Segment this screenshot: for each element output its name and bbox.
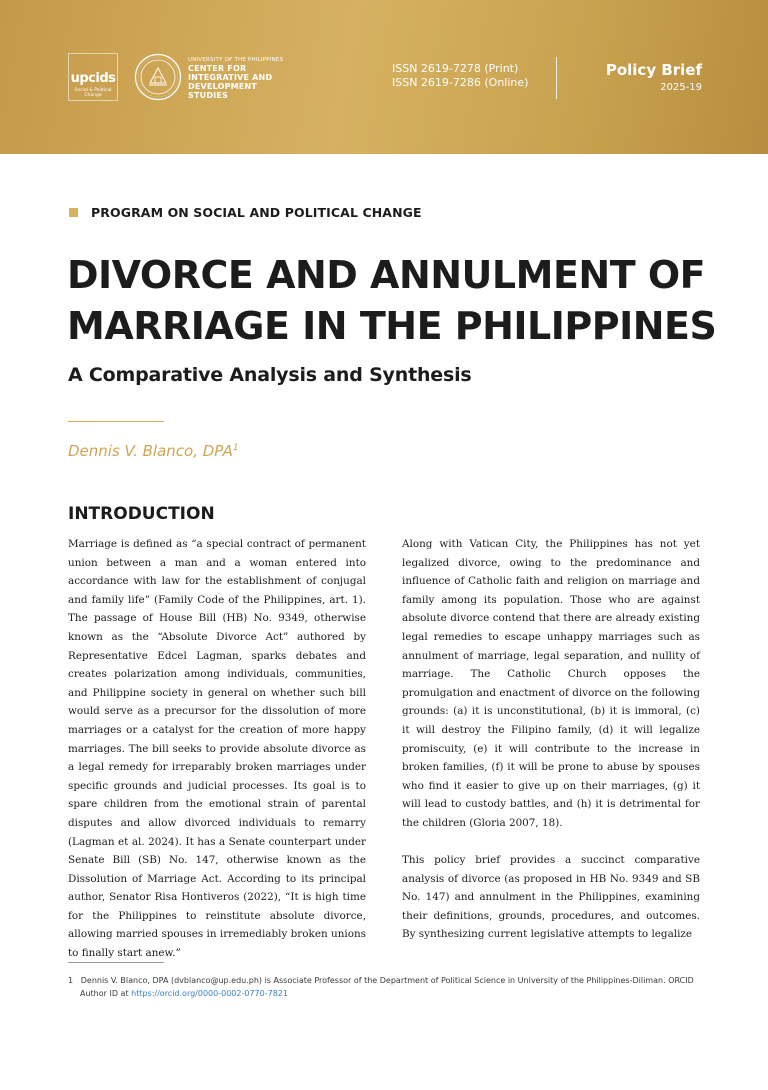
gold-square-icon — [69, 208, 78, 217]
upcids-logo — [68, 53, 118, 101]
title-line-2: MARRIAGE IN THE PHILIPPINES — [67, 304, 717, 348]
left-paragraph-1: Marriage is defined as “a special contract of permanent union between a man and a woman entered into accordance with law for the establishment of conjugal and family life” (Family Code of the Philippines, art. 1). The passage of House Bill (HB) No. 9349, otherwise known as the “Absolute Divorce Act” authored by Representative Edcel Lagman, sparks debates and creates polarization among individuals, communities, and Philippine society in general on whether such bill would serve as a precursor for the dissolution of more marriages or a catalyst for the creation of more happy marriages. The bill seeks to provide absolute divorce as a legal remedy for irreparably broken marriages under specific grounds and judicial processes. Its goal is to spare children from the emotional strain of parental disputes and allow divorced individuals to remarry (Lagman et al. 2024). It has a Senate counterpart under Senate Bill (SB) No. 147, otherwise known as the Dissolution of Marriage Act. According to its principal author, Senator Risa Hontiveros (2022), “It is high time for the Philippines to reinstitute absolute divorce, allowing married spouses in irremediably broken unions to finally start anew.” — [68, 538, 366, 960]
issn-block — [392, 62, 528, 90]
footnote — [68, 975, 704, 1000]
center-name-line2: INTEGRATIVE AND — [188, 73, 273, 82]
footnote-number: 1 — [68, 976, 74, 985]
footnote-text: Dennis V. Blanco, DPA (dvblanco@up.edu.ph) is Associate Professor of the Department of Political Science in University of the Philippines-Diliman. ORCID Author ID at — [80, 976, 694, 998]
right-column — [402, 535, 700, 944]
title-line-1: DIVORCE AND ANNULMENT OF — [67, 253, 706, 297]
gold-divider — [68, 421, 164, 422]
introduction-heading: INTRODUCTION — [68, 504, 215, 524]
author-footnote-mark: 1 — [232, 443, 239, 453]
upcids-logo-text: upcids — [70, 71, 116, 86]
policy-brief-number: 2025-19 — [660, 82, 702, 93]
upcids-logo-subtext: Social & Political Change — [74, 88, 112, 98]
policy-brief-label: Policy Brief — [605, 61, 702, 79]
university-label: UNIVERSITY OF THE PHILIPPINES — [188, 57, 284, 63]
orcid-link[interactable]: https://orcid.org/0000-0002-0770-7821 — [131, 988, 288, 998]
center-name-line1: CENTER FOR — [188, 64, 247, 73]
program-label — [69, 205, 422, 220]
header-divider — [556, 57, 557, 99]
up-seal-icon — [134, 53, 182, 101]
page-subtitle: A Comparative Analysis and Synthesis — [68, 364, 472, 386]
author-line — [68, 442, 239, 460]
left-column — [68, 535, 366, 963]
right-paragraph-2: This policy brief provides a succinct comparative analysis of divorce (as proposed in HB No. 9349 and SB No. 147) and annulment in the Philippines, examining their definitions, grounds, procedures, and outcomes. By synthesizing current legislative attempts to legalize — [402, 854, 700, 941]
author-name: Dennis V. Blanco, DPA — [68, 442, 233, 460]
right-paragraph-1: Along with Vatican City, the Philippines has not yet legalized divorce, owing to the predominance and influence of Catholic faith and religion on marriage and family among its population. Those who are against absolute divorce contend that there are already existing legal remedies to escape unhappy marriages such as annulment of marriage, legal separation, and nullity of marriage. The Catholic Church opposes the promulgation and enactment of divorce on the following grounds: (a) it is unconstitutional, (b) it is immoral, (c) it will destroy the Filipino family, (d) it will legalize promiscuity, (e) it will contribute to the increase in broken families, (f) it will be prone to abuse by spouses who find it easier to give up on their marriages, (g) it will lead to custody battles, and (h) it is detrimental for the children (Gloria 2007, 18). — [402, 538, 700, 829]
university-name — [188, 57, 318, 100]
page-title — [67, 250, 727, 352]
center-name-line3: DEVELOPMENT — [188, 82, 258, 91]
program-name: PROGRAM ON SOCIAL AND POLITICAL CHANGE — [91, 205, 422, 220]
header-band — [0, 0, 768, 154]
issn-print: ISSN 2619-7278 (Print) — [392, 62, 519, 75]
center-name-line4: STUDIES — [188, 91, 228, 100]
issn-online: ISSN 2619-7286 (Online) — [392, 76, 529, 89]
footnote-divider — [68, 962, 164, 963]
